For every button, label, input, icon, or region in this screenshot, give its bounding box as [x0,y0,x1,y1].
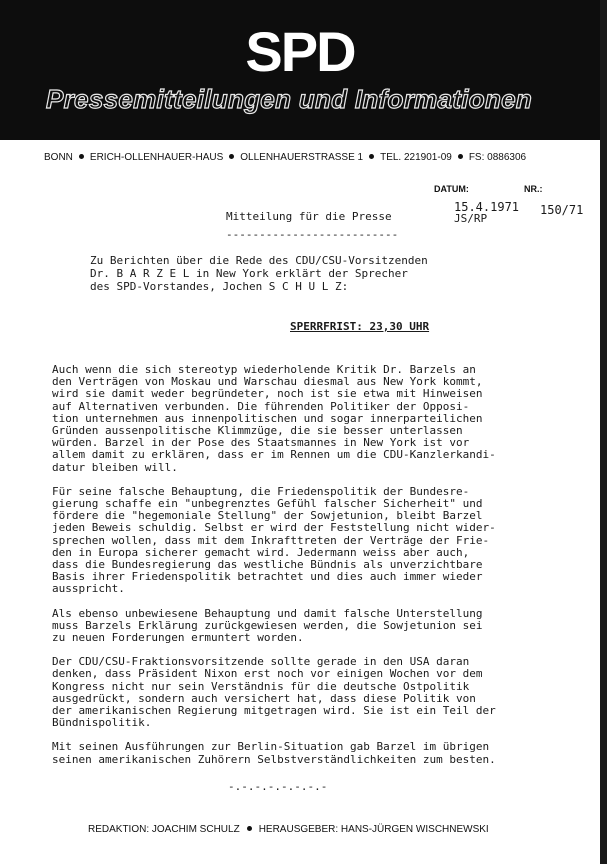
address-street: OLLENHAUERSTRASSE 1 [240,152,364,163]
paragraph-4: Der CDU/CSU-Fraktionsvorsitzende sollte gerade in den USA daran denken, dass Präsident Nixon erst noch vor einigen Wochen vor dem Kongress nicht nur sein Verständnis für die deutsche Ostpolitik ausgedrückt, sondern auch versichert hat, dass diese Politik von der amerikanischen Regierung mitgetragen wird. Sie ist ein Teil der Bündnispolitik. [52,655,496,730]
document-number: 150/71 [540,203,584,217]
intro-line-3: des SPD-Vorstandes, Jochen S C H U L Z: [90,280,349,293]
document-date: 15.4.1971 [454,200,520,214]
paragraph-3: Als ebenso unbewiesene Behauptung und damit falsche Unterstellung muss Barzels Erklärung zurückgewiesen werden, die Sowjetunion sei zu neuen Forderungen ermuntert worden. [52,606,483,645]
press-release-body [52,364,552,778]
address-line [44,152,604,164]
footer-herausgeber: HERAUSGEBER: HANS-JÜRGEN WISCHNEWSKI [258,824,489,835]
footer-credits [88,824,558,835]
spd-logo: SPD [245,20,355,83]
paragraph-1: Auch wenn die sich stereotyp wiederholende Kritik Dr. Barzels an den Verträgen von Moskau und Warschau diesmal aus New York kommt, wird sie damit weder begründeter, noch ist sie etwa mit Hinweisen auf Alternativen verbunden. Die führenden Politiker der Opposi- tion unternehmen aus innenpolitischen und sogar innerparteilichen Gründen aussenpolitische Klimmzüge, die sie besser unterlassen würden. Barzel in der Pose des Staatsmannes in New York ist vor allem damit zu erklären, dass er im Rennen um die CDU-Kanzlerkandi- datur bleiben will. [52,363,496,474]
bullet-icon [369,154,374,159]
paragraph-2: Für seine falsche Behauptung, die Friedenspolitik der Bundesre- gierung schaffe ein "unbegrenztes Gefühl falscher Sicherheit" und fördere die "hegemoniale Stellung" der Sowjetunion, bleibt Barzel jeden Beweis schuldig. Selbst er wird der Feststellung nicht wider- sprechen wollen, dass mit dem Inkrafttreten der Verträge der Frie- den in Europa sicherer gemacht wird. Jedermann weiss aber auch, dass die Bundesregierung das westliche Bündnis als unverzichtbare Basis ihrer Friedenspolitik betrachtet und dies auch immer wieder ausspricht. [52,484,496,596]
address-fs: FS: 0886306 [468,152,527,163]
datum-label: DATUM: [434,184,469,194]
nr-label: NR.: [524,184,543,194]
bullet-icon [247,826,252,831]
page-edge [600,0,607,864]
paragraph-5: Mit seinen Ausführungen zur Berlin-Situation gab Barzel im übrigen seinen amerikanischen Zuhörern Selbstverständlichkeiten zum besten. [52,740,496,766]
address-city: BONN [44,152,73,163]
footer-redaktion: REDAKTION: JOACHIM SCHULZ [88,824,240,835]
intro-line-1: Zu Berichten über die Rede des CDU/CSU-Vorsitzenden [90,254,428,267]
embargo-notice: SPERRFRIST: 23,30 UHR [290,320,430,333]
intro-line-2: Dr. B A R Z E L in New York erklärt der Sprecher [90,267,408,280]
press-heading-rule: -------------------------- [226,228,399,241]
address-building: ERICH-OLLENHAUER-HAUS [89,152,224,163]
press-heading: Mitteilung für die Presse [226,210,392,223]
address-tel: TEL. 221901-09 [380,152,452,163]
letterhead-banner [0,0,600,140]
bullet-icon [79,154,84,159]
end-mark: -.-.-.-.-.-.-.- [228,780,328,793]
document-initials: JS/RP [454,212,488,225]
letterhead-subtitle: Pressemitteilungen und Informationen [46,84,533,114]
bullet-icon [229,154,234,159]
bullet-icon [458,154,463,159]
